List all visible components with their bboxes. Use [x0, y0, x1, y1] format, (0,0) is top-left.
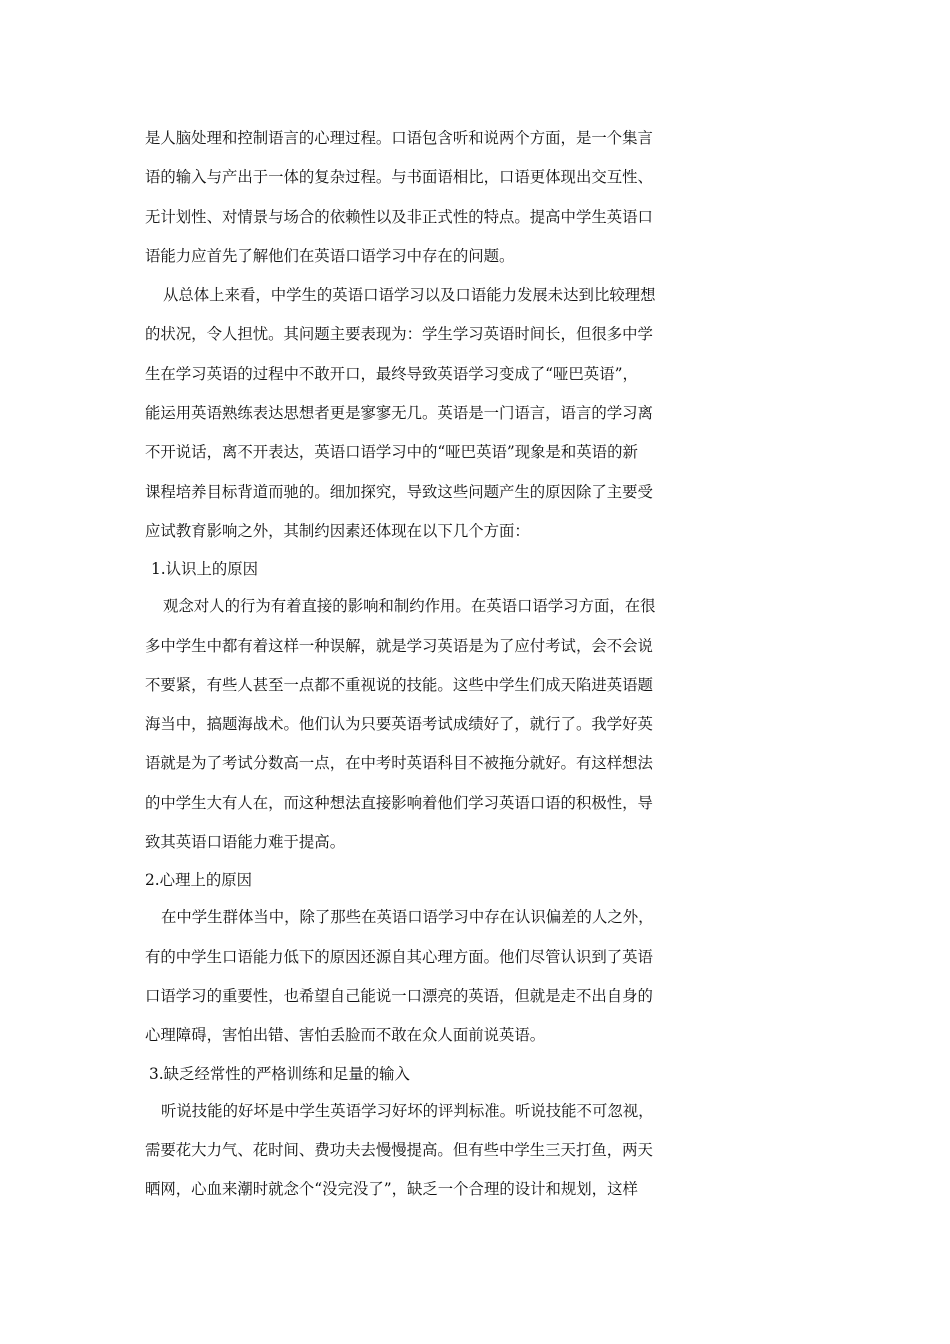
- text-line: 心理障碍，害怕出错、害怕丢脸而不敢在众人面前说英语。: [145, 1026, 546, 1045]
- text-line: 多中学生中都有着这样一种误解，就是学习英语是为了应付考试，会不会说: [145, 636, 653, 655]
- text-line: 在中学生群体当中，除了那些在英语口语学习中存在认识偏差的人之外，: [161, 908, 654, 927]
- document-body: [145, 119, 707, 1209]
- text-line: 海当中，搞题海战术。他们认为只要英语考试成绩好了，就行了。我学好英: [145, 715, 653, 734]
- text-line: 语能力应首先了解他们在英语口语学习中存在的问题。: [145, 246, 515, 265]
- text-line: 无计划性、对情景与场合的依赖性以及非正式性的特点。提高中学生英语口: [145, 207, 653, 226]
- text-line: 语就是为了考试分数高一点，在中考时英语科目不被拖分就好。有这样想法: [145, 754, 653, 773]
- text-line: 能运用英语熟练表达思想者更是寥寥无几。英语是一门语言，语言的学习离: [145, 404, 653, 423]
- text-line: 从总体上来看，中学生的英语口语学习以及口语能力发展未达到比较理想: [163, 286, 656, 305]
- text-line: 不要紧，有些人甚至一点都不重视说的技能。这些中学生们成天陷进英语题: [145, 675, 653, 694]
- text-line: 有的中学生口语能力低下的原因还源自其心理方面。他们尽管认识到了英语: [145, 947, 653, 966]
- text-line: 课程培养目标背道而驰的。细加探究，导致这些问题产生的原因除了主要受: [145, 482, 653, 501]
- text-line: 需要花大力气、花时间、费功夫去慢慢提高。但有些中学生三天打鱼，两天: [145, 1140, 653, 1159]
- text-line: 不开说话，离不开表达，英语口语学习中的“哑巴英语”现象是和英语的新: [145, 443, 638, 462]
- text-line: 语的输入与产出于一体的复杂过程。与书面语相比，口语更体现出交互性、: [145, 168, 653, 187]
- text-line: 生在学习英语的过程中不敢开口，最终导致英语学习变成了“哑巴英语”，: [145, 364, 638, 383]
- text-line: 是人脑处理和控制语言的心理过程。口语包含听和说两个方面，是一个集言: [145, 129, 653, 147]
- section-heading: 1.认识上的原因: [151, 560, 259, 579]
- text-line: 观念对人的行为有着直接的影响和制约作用。在英语口语学习方面，在很: [163, 597, 656, 616]
- text-line: 的状况，令人担忧。其问题主要表现为：学生学习英语时间长，但很多中学: [145, 325, 653, 344]
- text-line: 致其英语口语能力难于提高。: [145, 833, 346, 852]
- text-line: 听说技能的好坏是中学生英语学习好坏的评判标准。听说技能不可忽视，: [161, 1101, 654, 1120]
- section-heading: 3.缺乏经常性的严格训练和足量的输入: [149, 1064, 410, 1083]
- text-line: 口语学习的重要性，也希望自己能说一口漂亮的英语，但就是走不出自身的: [145, 986, 653, 1005]
- section-heading: 2.心理上的原因: [145, 871, 253, 890]
- text-line: 晒网，心血来潮时就念个“没完没了”，缺乏一个合理的设计和规划，这样: [145, 1180, 638, 1199]
- text-line: 应试教育影响之外，其制约因素还体现在以下几个方面：: [145, 521, 530, 540]
- text-line: 的中学生大有人在，而这种想法直接影响着他们学习英语口语的积极性，导: [145, 793, 653, 812]
